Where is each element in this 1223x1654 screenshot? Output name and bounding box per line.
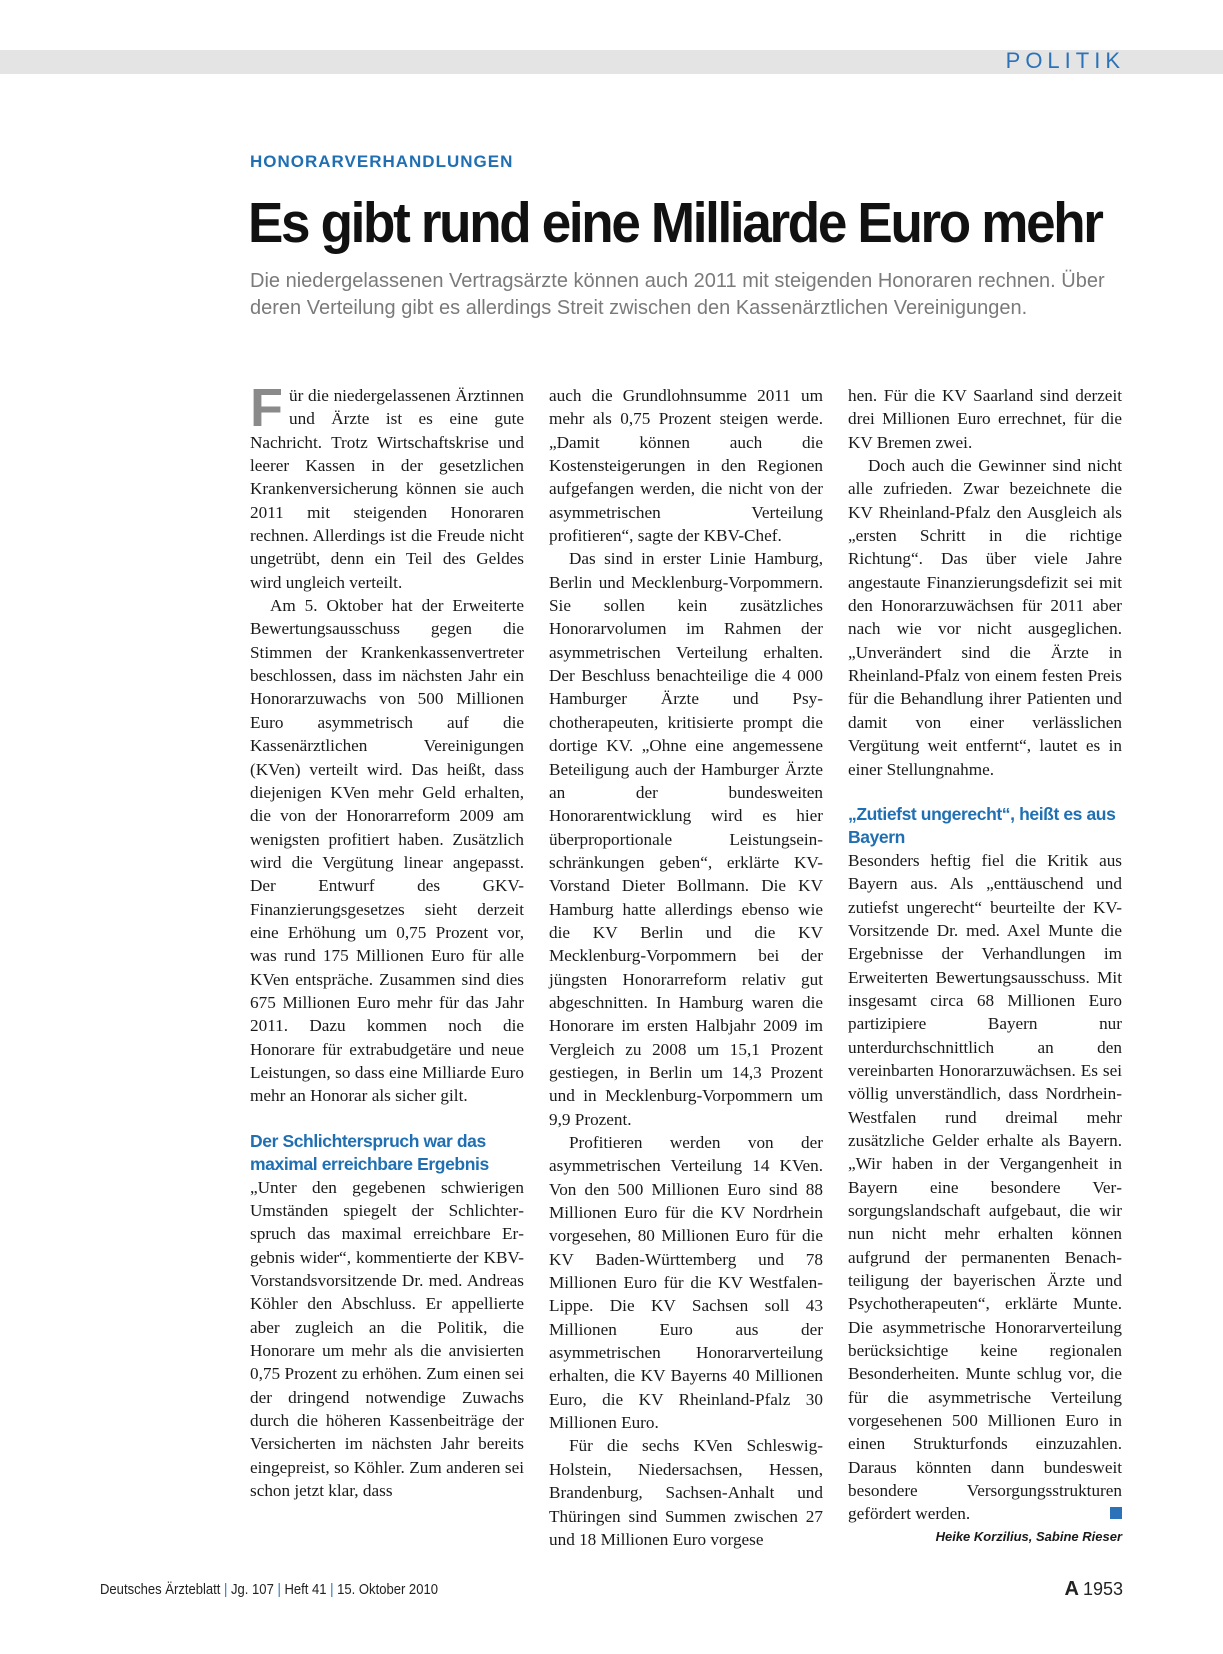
paragraph: „Unter den gegebenen schwierigen Umständen spiegelt der Schlichterspruch das maximal erreichbare Ergebnis wider“, kommentierte der KBV-Vorstandsvorsitzende Dr. med. Andreas Köhler den Abschluss. Er appellierte aber zugleich an die Politik, die Honorare um mehr als die anvisierten 0,75 Prozent zu erhöhen. Zum einen sei der dringend notwendige Zuwachs durch die höheren Kassenbeiträge der Versicherten im nächsten Jahr bereits eingepreist, so Köhler. Zum anderen sei schon jetzt klar, dass [250, 1177, 524, 1501]
end-mark-icon [1110, 1507, 1122, 1519]
paragraph: Für die niedergelassenen Ärztinnen und Ärzte ist es eine gute Nachricht. Trotz Wirtschaftskrise und leerer Kassen in der gesetzlichen Krankenversicherung können sie auch 2011 mit steigenden Honoraren rechnen. Allerdings ist die Freude nicht ungetrübt, denn ein Teil des Geldes wird ungleich verteilt. [250, 378, 524, 592]
paragraph: auch die Grundlohnsumme 2011 um mehr als 0,75 Prozent steigen werde. „Damit können auch die Kostensteigerungen in den Regionen aufgefangen werden, die nicht von der asymmetrischen Verteilung profitieren“, sagte der KBV-Chef. [549, 386, 823, 546]
separator: | [330, 1582, 334, 1598]
page-footer [100, 1582, 438, 1598]
paragraph: hen. Für die KV Saarland sind derzeit drei Millionen Euro errechnet, für die KV Bremen zwei. [848, 386, 1122, 452]
issue-date: 15. Oktober 2010 [337, 1582, 438, 1598]
paragraph: Am 5. Oktober hat der Erweiterte Bewertungsausschuss gegen die Stimmen der Krankenkassenvertreter beschlossen, dass im nächsten Jahr ein Honorarzuwachs von 500 Millionen Euro asymmetrisch auf die Kassenärztlichen Vereinigungen (KVen) verteilt wird. Das heißt, dass diejenigen KVen mehr Geld erhalten, die von der Honorarreform 2009 am wenigsten profitiert haben. Zusätzlich wird die Vergütung linear angepasst. Der Entwurf des GKV-Finanzierungsgesetzes sieht derzeit eine Erhöhung um 0,75 Prozent vor, was rund 175 Millionen Euro für alle KVen entspräche. Zusammen sind dies 675 Millionen Euro mehr für das Jahr 2011. Dazu kommen noch die Honorare für extrabudgetäre und neue Leistungen, so dass eine Milliarde Euro mehr an Honorar als sicher gilt. [250, 596, 524, 1106]
publication-name: Deutsches Ärzteblatt [100, 1582, 221, 1598]
article-title: Es gibt rund eine Milliarde Euro mehr [248, 191, 1102, 255]
article-column-3 [848, 384, 1122, 1546]
subheading: „Zutiefst ungerecht“, heißt es aus Bayern [848, 803, 1116, 847]
page-prefix: A [1064, 1578, 1079, 1600]
paragraph: Für die sechs KVen Schleswig-Holstein, Niedersachsen, Hessen, Brandenburg, Sachsen-Anhalt und Thüringen sind Summen zwischen 27 und 18 Millionen Euro vorgese [549, 1436, 823, 1549]
drop-cap: F [250, 378, 283, 438]
paragraph: Das sind in erster Linie Hamburg, Berlin und Mecklenburg-Vorpommern. Sie sollen kein zusätzliches Honorarvolumen im Rahmen der asymmetrischen Verteilung erhalten. Der Beschluss benachteilige die 4 000 Hamburger Ärzte und Psychotherapeuten, kritisierte prompt die dortige KV. „Ohne eine angemessene Beteiligung auch der Hamburger Ärzte an der bundesweiten Honorarentwicklung wird es hier überproportionale Leistungseinschränkungen geben“, erklärte KV-Vorstand Dieter Bollmann. Die KV Hamburg hatte allerdings ebenso wie die KV Berlin und die KV Mecklenburg-Vorpommern bei der jüngsten Honorarreform relativ gut abgeschnitten. In Hamburg waren die Honorare im ersten Halbjahr 2009 im Vergleich zu 2008 um 15,1 Prozent gestiegen, in Berlin um 14,3 Prozent und in Mecklenburg-Vorpommern um 9,9 Prozent. [549, 549, 823, 1129]
separator: | [277, 1582, 281, 1598]
paragraph: Besonders heftig fiel die Kritik aus Bayern aus. Als „enttäuschend und zutiefst ungerecht“ beurteilte der KV-Vorsitzende Dr. med. Axel Munte die Ergebnisse der Verhandlungen im Erweiterten Bewertungsausschuss. Mit insgesamt circa 68 Millionen Euro partizipiere Bayern nur unterdurchschnittlich an den vereinbarten Honorarzuwächsen. Es sei völlig unverständlich, dass Nordrhein-Westfalen rund dreimal mehr zusätzliche Gelder erhalte als Bayern. „Wir haben in der Vergangenheit in Bayern eine besondere Versorgungslandschaft aufgebaut, die wir nun nicht mehr erhalten können aufgrund der permanenten Benachteiligung der bayerischen Ärzte und Psychotherapeuten“, erklärte Munte. Die asymmetrische Honorarverteilung berücksichtige keine regionalen Besonderheiten. Munte schlug vor, die für die asymmetrische Verteilung vorgesehenen 500 Millionen Euro in einen Strukturfonds einzuzahlen. Daraus könnten dann bundesweit besondere Versorgungsstrukturen gefördert werden. [848, 850, 1122, 1524]
author-line: Heike Korzilius, Sabine Rieser [935, 1528, 1122, 1544]
article-kicker: HONORARVERHANDLUNGEN [250, 152, 514, 171]
issue: Heft 41 [284, 1582, 327, 1598]
paragraph: Profitieren werden von der asymmetrischen Verteilung 14 KVen. Von den 500 Millionen Euro sind 88 Millionen Euro für die KV Nordrhein vorgesehen, 80 Millionen Euro für die KV Baden-Württemberg und 78 Millionen Euro für die KV Westfalen-Lippe. Die KV Sachsen soll 43 Millionen Euro aus der asymmetrischen Honorarverteilung erhalten, die KV Bayerns 40 Millionen Euro, die KV Rheinland-Pfalz 30 Millionen Euro. [549, 1133, 823, 1433]
subheading: Der Schlichterspruch war das maximal erreichbare Ergebnis [250, 1130, 489, 1174]
article-column-1 [250, 378, 524, 1502]
page-number: A 1953 [1064, 1578, 1123, 1600]
paragraph: Doch auch die Gewinner sind nicht alle zufrieden. Zwar bezeichnete die KV Rheinland-Pfalz den Ausgleich als „ersten Schritt in die richtige Richtung“. Das über viele Jahre angestaute Finanzierungsdefizit sei mit den Honorarzuwächsen für 2011 aber nach wie vor nicht ausgeglichen. „Unverändert sind die Ärzte in Rheinland-Pfalz von einem festen Preis für die Behandlung ihrer Patienten und damit von einer verlässlichen Vergütung weit entfernt“, lautet es in einer Stellungnahme. [848, 456, 1122, 779]
article-column-2 [549, 384, 823, 1551]
article-lead: Die niedergelassenen Vertragsärzte können auch 2011 mit steigenden Honoraren rechnen. Über deren Verteilung gibt es allerdings Streit zwischen den Kassenärztlichen Vereinigungen. [250, 270, 1105, 319]
volume: Jg. 107 [231, 1582, 274, 1598]
separator: | [224, 1582, 228, 1598]
section-label: POLITIK [1005, 48, 1125, 73]
